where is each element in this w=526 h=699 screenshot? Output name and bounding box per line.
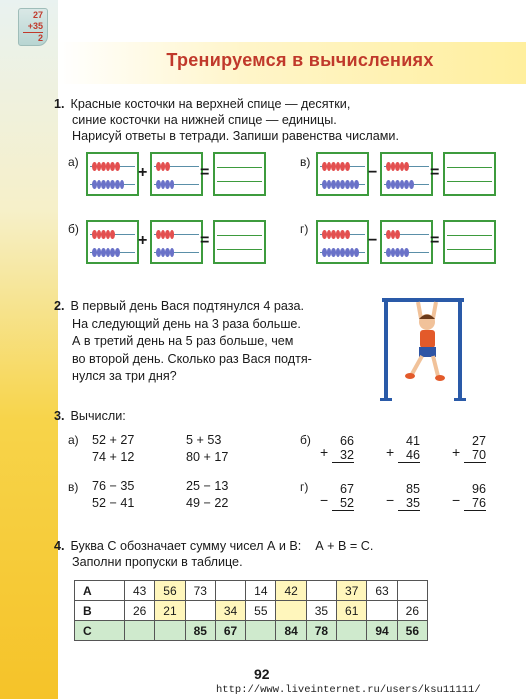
task3-label-v: в) [68, 480, 79, 494]
op-eq-b: = [200, 232, 210, 249]
table-cell [125, 621, 155, 641]
page-number: 92 [254, 666, 270, 682]
task3-v-col1 [92, 478, 134, 512]
task3-a-expr3: 5 + 53 [186, 433, 222, 447]
task3-a-expr1: 52 + 27 [92, 433, 135, 447]
task2-line5: нулся за три дня? [72, 369, 177, 383]
table-row [75, 621, 428, 641]
b-col3-sign: + [452, 444, 461, 460]
op-plus-b: + [138, 232, 148, 249]
abacus-g1 [316, 220, 369, 264]
task1-line3: Нарисуй ответы в тетради. Запиши равенства числами. [72, 129, 399, 143]
task3-heading-text: Вычисли: [70, 409, 126, 423]
b-col3-top: 27 [471, 434, 486, 448]
task4-number: 4. [54, 539, 65, 553]
b-col2 [398, 434, 420, 463]
table-cell [215, 581, 245, 601]
task2-line4: во второй день. Сколько раз Вася подтя- [72, 351, 312, 366]
table-cell: 94 [367, 621, 397, 641]
op-eq-v: = [430, 164, 440, 181]
table-cell: 35 [306, 601, 336, 621]
task3-label-a: а) [68, 433, 79, 447]
corner-bottom: 2 [23, 32, 43, 44]
source-url: http://www.liveinternet.ru/users/ksu11111/ [216, 684, 481, 696]
task3-heading [54, 408, 126, 424]
table-cell [306, 581, 336, 601]
task1-label-g: г) [300, 222, 309, 236]
table-cell: 43 [125, 581, 155, 601]
b-col2-sign: + [386, 444, 395, 460]
row-header: А [75, 581, 125, 601]
abacus-g2 [380, 220, 433, 264]
g-col1-sign: − [320, 492, 329, 508]
abacus-v1 [316, 152, 369, 196]
table-cell: 84 [276, 621, 306, 641]
table-cell [155, 621, 185, 641]
table-cell: 73 [185, 581, 215, 601]
sum-table [74, 580, 428, 641]
answer-b [213, 220, 266, 264]
task4-line2: Заполни пропуски в таблице. [72, 555, 243, 569]
table-cell: 34 [215, 601, 245, 621]
task2-line3: А в третий день на 5 раз больше, чем [72, 334, 294, 348]
b-col3 [464, 434, 486, 463]
task3-v-expr2: 52 − 41 [92, 496, 135, 510]
answer-g [443, 220, 496, 264]
task3-a-col1 [92, 432, 134, 466]
task4-text [54, 538, 373, 570]
task1-label-b: б) [68, 222, 79, 236]
table-cell: 21 [155, 601, 185, 621]
answer-v [443, 152, 496, 196]
b-col1-bot: 32 [332, 448, 354, 463]
table-cell [246, 621, 276, 641]
page-title: Тренируемся в вычислениях [166, 50, 434, 70]
corner-example-tab [18, 8, 48, 46]
table-cell: 37 [337, 581, 367, 601]
table-cell: 26 [397, 601, 427, 621]
task1-text [54, 96, 399, 144]
g-col2-bot: 35 [398, 496, 420, 511]
abacus-a2 [150, 152, 203, 196]
task4-line1: Буква С обозначает сумму чисел А и В: А + В = С. [70, 539, 374, 553]
abacus-b1 [86, 220, 139, 264]
g-col2 [398, 482, 420, 511]
task2-line2: На следующий день на 3 раза больше. [72, 316, 301, 331]
corner-top: 27 [32, 10, 43, 20]
op-eq-a: = [200, 164, 210, 181]
g-col2-top: 85 [405, 482, 420, 496]
task3-a-col2 [186, 432, 228, 466]
row-header: С [75, 621, 125, 641]
op-minus-g: − [368, 232, 378, 249]
table-cell: 56 [155, 581, 185, 601]
task2-number: 2. [54, 299, 65, 313]
answer-a [213, 152, 266, 196]
table-cell: 85 [185, 621, 215, 641]
b-col1-sign: + [320, 444, 329, 460]
task3-a-expr2: 74 + 12 [92, 450, 135, 464]
task1-label-v: в) [300, 155, 311, 169]
task1-line2: синие косточки на нижней спице — единицы. [72, 113, 337, 127]
g-col3-sign: − [452, 492, 461, 508]
task3-v-expr3: 25 − 13 [186, 479, 229, 493]
table-cell: 67 [215, 621, 245, 641]
task3-label-b: б) [300, 433, 311, 447]
table-cell [397, 581, 427, 601]
task3-number: 3. [54, 409, 65, 423]
task2-text [54, 298, 374, 386]
g-col1 [332, 482, 354, 511]
table-cell: 26 [125, 601, 155, 621]
table-row [75, 581, 428, 601]
table-cell: 14 [246, 581, 276, 601]
table-cell: 42 [276, 581, 306, 601]
op-eq-g: = [430, 232, 440, 249]
corner-mid: +35 [27, 21, 43, 31]
row-header: В [75, 601, 125, 621]
task2-line1: В первый день Вася подтянулся 4 раза. [70, 299, 304, 313]
g-col3-bot: 76 [464, 496, 486, 511]
table-cell: 55 [246, 601, 276, 621]
task1-number: 1. [54, 97, 65, 111]
abacus-a1 [86, 152, 139, 196]
table-cell: 56 [397, 621, 427, 641]
table-cell [367, 601, 397, 621]
b-col2-top: 41 [405, 434, 420, 448]
b-col1-top: 66 [339, 434, 354, 448]
abacus-b2 [150, 220, 203, 264]
table-cell [276, 601, 306, 621]
task3-a-expr4: 80 + 17 [186, 450, 229, 464]
table-cell [185, 601, 215, 621]
b-col2-bot: 46 [398, 448, 420, 463]
task3-v-col2 [186, 478, 228, 512]
table-cell [337, 621, 367, 641]
task3-v-expr1: 76 − 35 [92, 479, 135, 493]
table-cell: 63 [367, 581, 397, 601]
task1-label-a: а) [68, 155, 79, 169]
g-col1-bot: 52 [332, 496, 354, 511]
g-col3-top: 96 [471, 482, 486, 496]
b-col1 [332, 434, 354, 463]
g-col1-top: 67 [339, 482, 354, 496]
b-col3-bot: 70 [464, 448, 486, 463]
page-edge-decoration [0, 0, 58, 699]
table-cell: 61 [337, 601, 367, 621]
table-row [75, 601, 428, 621]
task3-label-g: г) [300, 480, 309, 494]
op-minus-v: − [368, 164, 378, 181]
g-col3 [464, 482, 486, 511]
g-col2-sign: − [386, 492, 395, 508]
task1-line1: Красные косточки на верхней спице — десятки, [70, 97, 351, 111]
boy-on-bar-illustration [378, 290, 468, 406]
task3-v-expr4: 49 − 22 [186, 496, 229, 510]
abacus-v2 [380, 152, 433, 196]
table-cell: 78 [306, 621, 336, 641]
op-plus-a: + [138, 164, 148, 181]
